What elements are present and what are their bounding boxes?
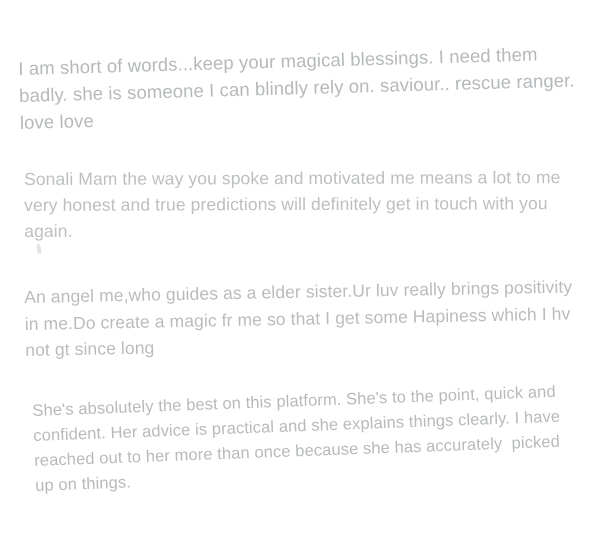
stray-pen-mark — [36, 244, 42, 255]
testimonial-text-1: I am short of words...keep your magical blessings. I need them badly. she is someone I can blindly rely on. saviour.. rescue ranger. love love — [18, 42, 581, 133]
testimonial-text-4: She's absolutely the best on this platform. She's to the point, quick and confident. Her advice is practical and she explains things clearly. I have reached out to her more than once because she has accurately picked up on things. — [32, 382, 566, 495]
testimonial-text-3: An angel me,who guides as a elder sister.Ur luv really brings positivity in me.Do create a magic fr me so that I get some Hapiness which I hv not gt since long — [24, 275, 578, 360]
testimonial-text-2: Sonali Mam the way you spoke and motivated me means a lot to me very honest and true predictions will definitely get in touch with you again. — [24, 166, 566, 241]
